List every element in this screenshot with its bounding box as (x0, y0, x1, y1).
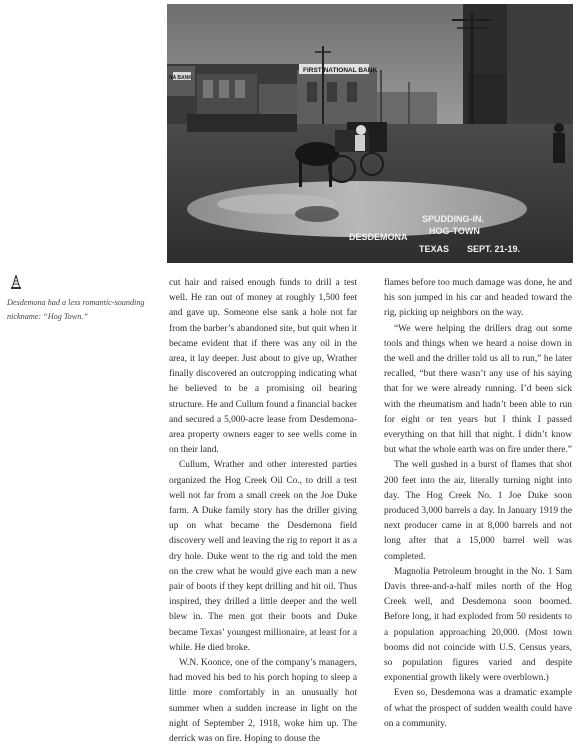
inscription-line-3: DESDEMONA (349, 232, 408, 242)
historic-photo-desdemona-street (167, 4, 573, 263)
inscription-line-2: HOG-TOWN (429, 226, 480, 236)
paragraph: Magnolia Petroleum brought in the No. 1 Sam Davis three-and-a-half miles north of the Hog Creek well, and Desdemona soon boomed. Before long, it had exploded from 50 residents to a population approaching 20,000. (Most town booms did not coincide with U.S. Census years, so population figures varied and despite exponential growth likely were overblown.) (384, 566, 572, 684)
paragraph: Cullum, Wrather and other interested parties organized the Hog Creek Oil Co., to drill a test well not far from a small creek on the Joe Duke farm. A Duke family story has the driller giving up on what became the Desdemona field discovery well and leaving the rig to report it as a dry hole. Duke went to the rig and told the men on the crew what he would give each man a new pair of boots if they kept drilling and hit oil. Thus inspired, they drilled a little deeper and the well blew in. The men got their boots and Duke became Texas’ youngest millionaire, at least for a while. He died broke. (169, 460, 357, 653)
photo-caption: Desdemona had a less romantic-sounding nickname: “Hog Town.” (7, 298, 145, 321)
left-building-sign: NA BANK (169, 75, 192, 81)
article-column-right (384, 276, 572, 732)
paragraph: The well gushed in a burst of flames that shot 200 feet into the air, literally turning night into day. The Hog Creek No. 1 Joe Duke soon produced 3,000 barrels a day. In January 1919 the next producer came in at 8,000 barrels and not long after that a 15,000 barrel well was completed. (384, 460, 572, 562)
paragraph: cut hair and raised enough funds to drill a test well. He ran out of money at roughly 1,500 feet and gave up. Someone else sank a hole not far from the barber’s abandoned site, but quit when it became evident that if there was any oil in the area, it lay deeper. Just about to give up, Wrather finally discovered an outcropping indicating what he believed to be a promising oil bearing structure. He and Cullum found a financial backer and secured a 5,000-acre lease from Desdemona-area property owners eager to see wells come in on their land. (169, 278, 357, 456)
inscription-line-1: SPUDDING-IN. (422, 214, 485, 224)
article-column-left (169, 276, 357, 747)
inscription-line-4: TEXAS (419, 244, 450, 254)
paragraph: “We were helping the drillers drag out some tools and things when we heard a noise down in the well and the driller told us all to run,” he later recalled, “but there wasn’t any use of his saying that for we were already running. I’d been sick with the rheumatism and hadn’t been able to run for eight or ten years but I think I passed everything on that hill that night. I didn’t know but what the whole earth was on fire under there.” (384, 323, 572, 456)
bank-sign: FIRST NATIONAL BANK (303, 67, 378, 74)
oil-derrick-icon (10, 275, 22, 289)
inscription-line-5: SEPT. 21-19. (467, 244, 521, 254)
paragraph: flames before too much damage was done, he and his son jumped in his car and headed toward the rig, picking up neighbors on the way. (384, 278, 572, 319)
paragraph: W.N. Koonce, one of the company’s managers, had moved his bed to his porch hoping to sleep a little more comfortably in an unusually hot summer when a sudden increase in light on the night of September 2, 1918, woke him up. The derrick was on fire. Hoping to douse the (169, 658, 357, 745)
paragraph: Even so, Desdemona was a dramatic example of what the prospect of sudden wealth could have on a community. (384, 688, 572, 729)
